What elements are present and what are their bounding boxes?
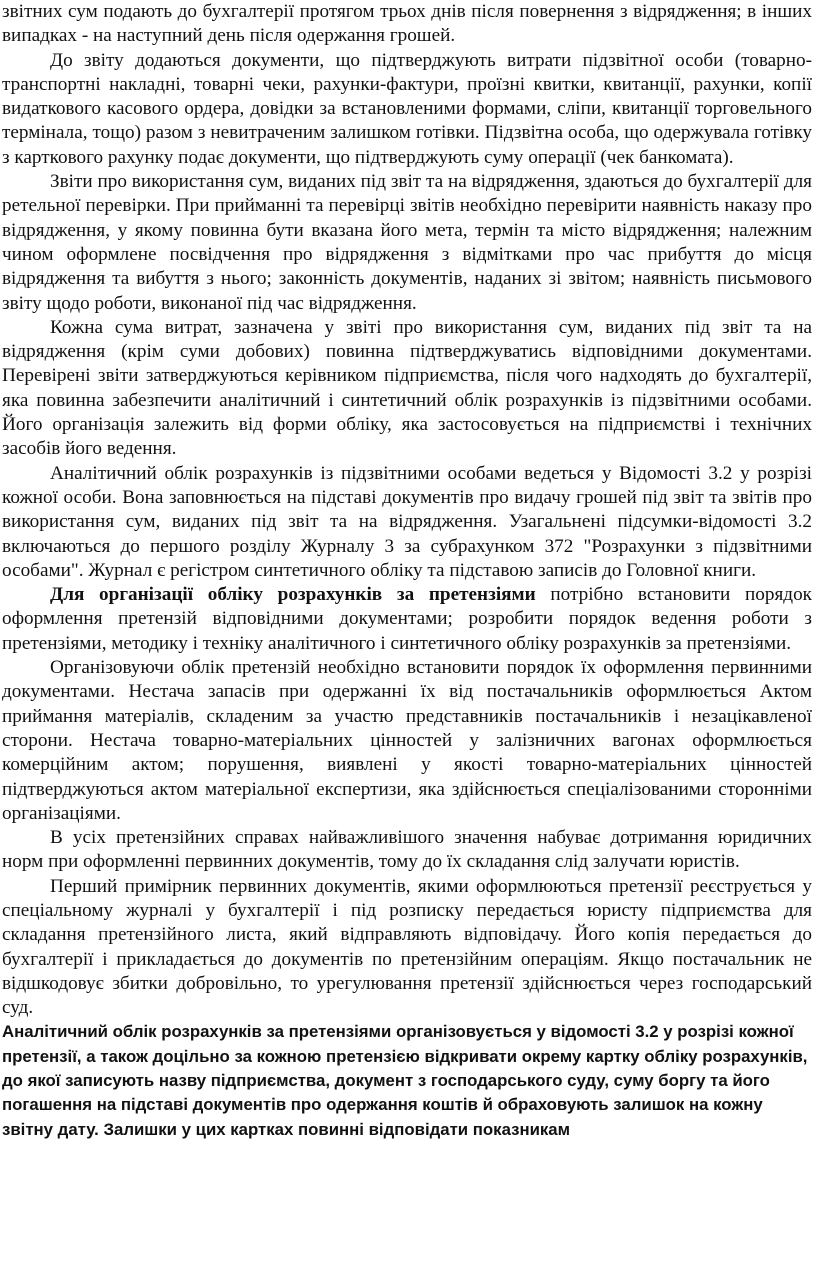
paragraph-6-bold-lead: Для організації обліку розрахунків за претензіями [50, 584, 536, 606]
paragraph-5: Аналітичний облік розрахунків із підзвітними особами ведеться у Відомості 3.2 у розрізі кожної особи. Вона заповнюється на підставі документів про видачу грошей під звіт та звітів про використання сум, виданих під звіт та на відрядження. Узагальнені підсумки-відомості 3.2 включаються до першого розділу Журналу 3 за субрахунком 372 "Розрахунки з підзвітними особами". Журнал є регістром синтетичного обліку та підставою записів до Головної книги. [2, 462, 812, 581]
paragraph-7: Організовуючи облік претензій необхідно встановити порядок їх оформлення первинними документами. Нестача запасів при одержанні їх від постачальників оформлюється Актом приймання матеріалів, складеним за участю представників постачальників і незацікавленої сторони. Нестача товарно-матеріальних цінностей у залізничних вагонах оформлюється комерційним актом; порушення, виявлені у якості товарно-матеріальних цінностей підтверджуються актом матеріальної експертизи, яка здійснюється спеціалізованими сторонніми організаціями. [2, 657, 812, 824]
paragraph-1: звітних сум подають до бухгалтерії протягом трьох днів після повернення з відрядження; в інших випадках - на наступний день після одержання грошей. [2, 1, 812, 47]
paragraph-2: До звіту додаються документи, що підтверджують витрати підзвітної особи (товарно-транспортні накладні, товарні чеки, рахунки-фактури, проїзні квитки, квитанції, рахунки, копії видаткового касового ордера, довідки за встановленими формами, сліпи, квитанції торговельного термінала, тощо) разом з невитраченим залишком готівки. Підзвітна особа, що одержувала готівку з карткового рахунку подає документи, що підтверджують суму операції (чек банкомата). [2, 49, 812, 168]
paragraph-9: Перший примірник первинних документів, якими оформлюються претензії реєструється у спеціальному журналі у бухгалтерії і під розписку передається юристу підприємства для складання претензійного листа, який відправляють відповідачу. Його копія передається до бухгалтерії і прикладається до документів по претензійним операціям. Якщо постачальник не відшкодовує збитки добровільно, то урегулювання претензії здійснюється через господарський суд. [2, 875, 812, 1019]
paragraph-6-text: потрібно встановити порядок оформлення претензій відповідними документами; розробити порядок ведення роботи з претензіями, методику і техніку аналітичного і синтетичного обліку розрахунків за претензіями. [2, 584, 812, 654]
paragraph-6 [2, 583, 812, 656]
closing-bold-paragraph: Аналітичний облік розрахунків за претензіями організовується у відомості 3.2 у розрізі кожної претензії, а також доцільно за кожною претензією відкривати окрему картку обліку розрахунків, до якої записують назву підприємства, документ з господарського суду, суму боргу та його погашення на підставі документів про одержання коштів й обраховують залишок на кожну звітну дату. Залишки у цих картках повинні відповідати показникам [2, 1022, 808, 1139]
paragraph-3: Звіти про використання сум, виданих під звіт та на відрядження, здаються до бухгалтерії для ретельної перевірки. При прийманні та перевірці звітів необхідно перевірити наявність наказу про відрядження, у якому повинна бути вказана його мета, термін та місто відрядження; належним чином оформлене посвідчення про відрядження з відмітками про час прибуття до місця відрядження та вибуття з нього; законність документів, наданих зі звітом; наявність письмового звіту щодо роботи, виконаної під час відрядження. [2, 171, 812, 314]
paragraph-4: Кожна сума витрат, зазначена у звіті про використання сум, виданих під звіт та на відрядження (крім суми добових) повинна підтверджуватись відповідними документами. Перевірені звіти затверджуються керівником підприємства, після чого надходять до бухгалтерії, яка повинна забезпечити аналітичний і синтетичний облік розрахунків із підзвітними особами. Його організація залежить від форми обліку, яка застосовується на підприємстві і технічних засобів його ведення. [2, 316, 812, 460]
paragraph-8: В усіх претензійних справах найважливішого значення набуває дотримання юридичних норм при оформленні первинних документів, тому до їх складання слід залучати юристів. [2, 827, 812, 873]
